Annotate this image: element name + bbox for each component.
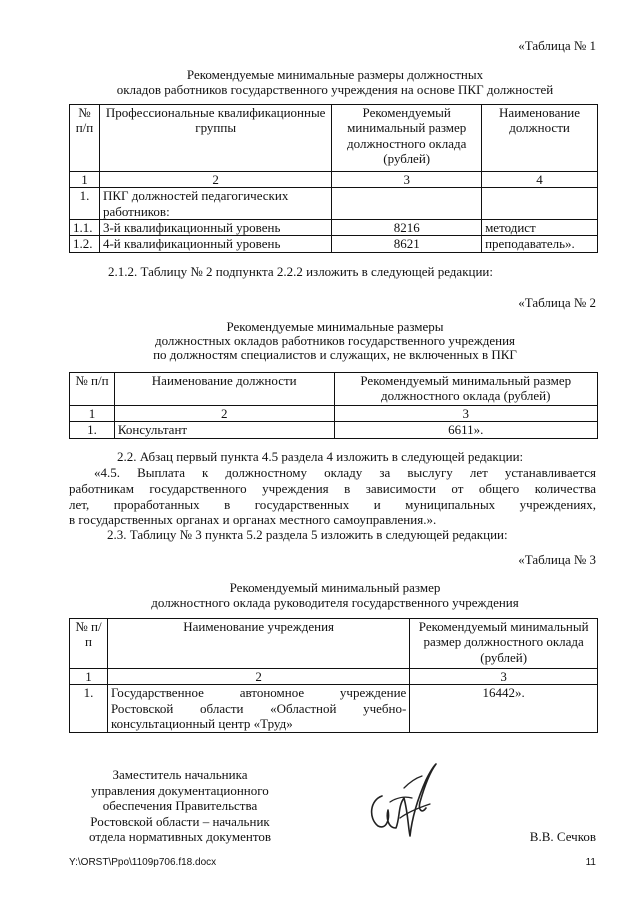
table1-header-row xyxy=(70,105,598,172)
table1-row1-group: ПКГ должностей педагогических работников: xyxy=(99,188,331,220)
paragraph-4-5-line3: лет, проработанных в государственных и муниципальных учреждениях, xyxy=(69,497,596,512)
table2-row1-salary: 6611». xyxy=(334,422,598,438)
paragraph-2-2: 2.2. Абзац первый пункта 4.5 раздела 4 изложить в следующей редакции: xyxy=(117,449,524,464)
table3 xyxy=(69,618,598,733)
table3-header-salary: Рекомендуемый минимальный размер должностного оклада (рублей) xyxy=(410,619,598,669)
table1-row2-group: 3-й квалификационный уровень xyxy=(99,219,331,235)
table1-label: «Таблица № 1 xyxy=(518,38,596,53)
table1-row3-position: преподаватель». xyxy=(482,236,598,252)
page-number: 11 xyxy=(585,857,596,868)
paragraph-2-3: 2.3. Таблицу № 3 пункта 5.2 раздела 5 изложить в следующей редакции: xyxy=(107,527,508,542)
table3-row1-institution-line1: Государственное автономное учреждение xyxy=(110,685,407,701)
table3-row1-institution xyxy=(107,685,409,733)
table1-header-salary: Рекомендуемый минимальный размер должностного оклада (рублей) xyxy=(332,105,482,172)
table-row xyxy=(70,188,598,220)
table2-header-row xyxy=(70,373,598,406)
table1-header-num: № п/п xyxy=(70,105,100,172)
table3-header-row xyxy=(70,619,598,669)
table1-colnum-3: 3 xyxy=(332,172,482,188)
table1-number-row xyxy=(70,172,598,188)
paragraph-4-5-line4: в государственных органах и органах местного самоуправления.». xyxy=(69,512,437,527)
table1-row2-salary: 8216 xyxy=(332,219,482,235)
table2-header-num: № п/п xyxy=(70,373,115,406)
table1-title-line1: Рекомендуемые минимальные размеры должностных xyxy=(186,67,484,82)
table1-row1-position xyxy=(482,188,598,220)
table3-title-line2: должностного оклада руководителя государственного учреждения xyxy=(151,595,519,610)
table1-row2-num: 1.1. xyxy=(70,219,100,235)
table1-header-position: Наименование должности xyxy=(482,105,598,172)
table3-colnum-3: 3 xyxy=(410,669,598,685)
paragraph-2-1-2: 2.1.2. Таблицу № 2 подпункта 2.2.2 изложить в следующей редакции: xyxy=(108,264,493,279)
table3-row1-institution-line2: Ростовской области «Областной учебно- xyxy=(110,700,407,716)
table1-colnum-1: 1 xyxy=(70,172,100,188)
table3-header-num: № п/п xyxy=(70,619,108,669)
table3-colnum-2: 2 xyxy=(107,669,409,685)
table1-row1-num: 1. xyxy=(70,188,100,220)
table2-header-position: Наименование должности xyxy=(114,373,334,406)
table1-row2-position: методист xyxy=(482,219,598,235)
table3-label: «Таблица № 3 xyxy=(518,552,596,567)
table2-title-line3: по должностям специалистов и служащих, не включенных в ПКГ xyxy=(153,347,517,362)
handwritten-signature xyxy=(360,758,440,848)
table2-number-row xyxy=(70,406,598,422)
table2-colnum-3: 3 xyxy=(334,406,598,422)
signatory-title-line1: Заместитель начальника xyxy=(112,767,248,782)
table3-number-row xyxy=(70,669,598,685)
table3-header-institution: Наименование учреждения xyxy=(107,619,409,669)
table1-header-group: Профессиональные квалификационные группы xyxy=(99,105,331,172)
table1 xyxy=(69,104,598,253)
table3-row1-salary: 16442». xyxy=(410,685,598,733)
table1-row3-num: 1.2. xyxy=(70,236,100,252)
signatory-title-line4: Ростовской области – начальник xyxy=(90,813,270,829)
table1-title-line2: окладов работников государственного учреждения на основе ПКГ должностей xyxy=(116,82,554,97)
table2-colnum-2: 2 xyxy=(114,406,334,422)
signatory-title-line3: обеспечения Правительства xyxy=(102,798,258,814)
signatory-title-line2: управления документационного xyxy=(91,782,269,798)
table1-row1-salary xyxy=(332,188,482,220)
table2-row1-position: Консультант xyxy=(114,422,334,438)
signatory-title xyxy=(60,767,300,845)
table1-row3-group: 4-й квалификационный уровень xyxy=(99,236,331,252)
table-row xyxy=(70,685,598,733)
table3-row1-num: 1. xyxy=(70,685,108,733)
table2-label: «Таблица № 2 xyxy=(518,295,596,310)
table3-row1-institution-line3: консультационный центр «Труд» xyxy=(110,715,293,731)
signatory-name: В.В. Сечков xyxy=(529,829,596,844)
table3-title-line1: Рекомендуемый минимальный размер xyxy=(229,580,441,595)
table2-title-line1: Рекомендуемые минимальные размеры xyxy=(226,319,444,334)
table-row xyxy=(70,236,598,252)
table3-colnum-1: 1 xyxy=(70,669,108,685)
table-row xyxy=(70,219,598,235)
table2-row1-num: 1. xyxy=(70,422,115,438)
table1-colnum-4: 4 xyxy=(482,172,598,188)
footer-file-path: Y:\ORST\Ppo\1109p706.f18.docx xyxy=(69,857,217,868)
paragraph-4-5-line1: «4.5. Выплата к должностному окладу за выслугу лет устанавливается xyxy=(94,465,596,480)
paragraph-4-5-line2: работникам государственного учреждения в зависимости от общего количества xyxy=(69,481,596,496)
table1-colnum-2: 2 xyxy=(99,172,331,188)
table2 xyxy=(69,372,598,439)
table2-header-salary: Рекомендуемый минимальный размер должностного оклада (рублей) xyxy=(334,373,598,406)
table1-row3-salary: 8621 xyxy=(332,236,482,252)
table2-colnum-1: 1 xyxy=(70,406,115,422)
table2-title-line2: должностных окладов работников государственного учреждения xyxy=(154,333,516,348)
table-row xyxy=(70,422,598,438)
signatory-title-line5: отдела нормативных документов xyxy=(89,829,271,845)
